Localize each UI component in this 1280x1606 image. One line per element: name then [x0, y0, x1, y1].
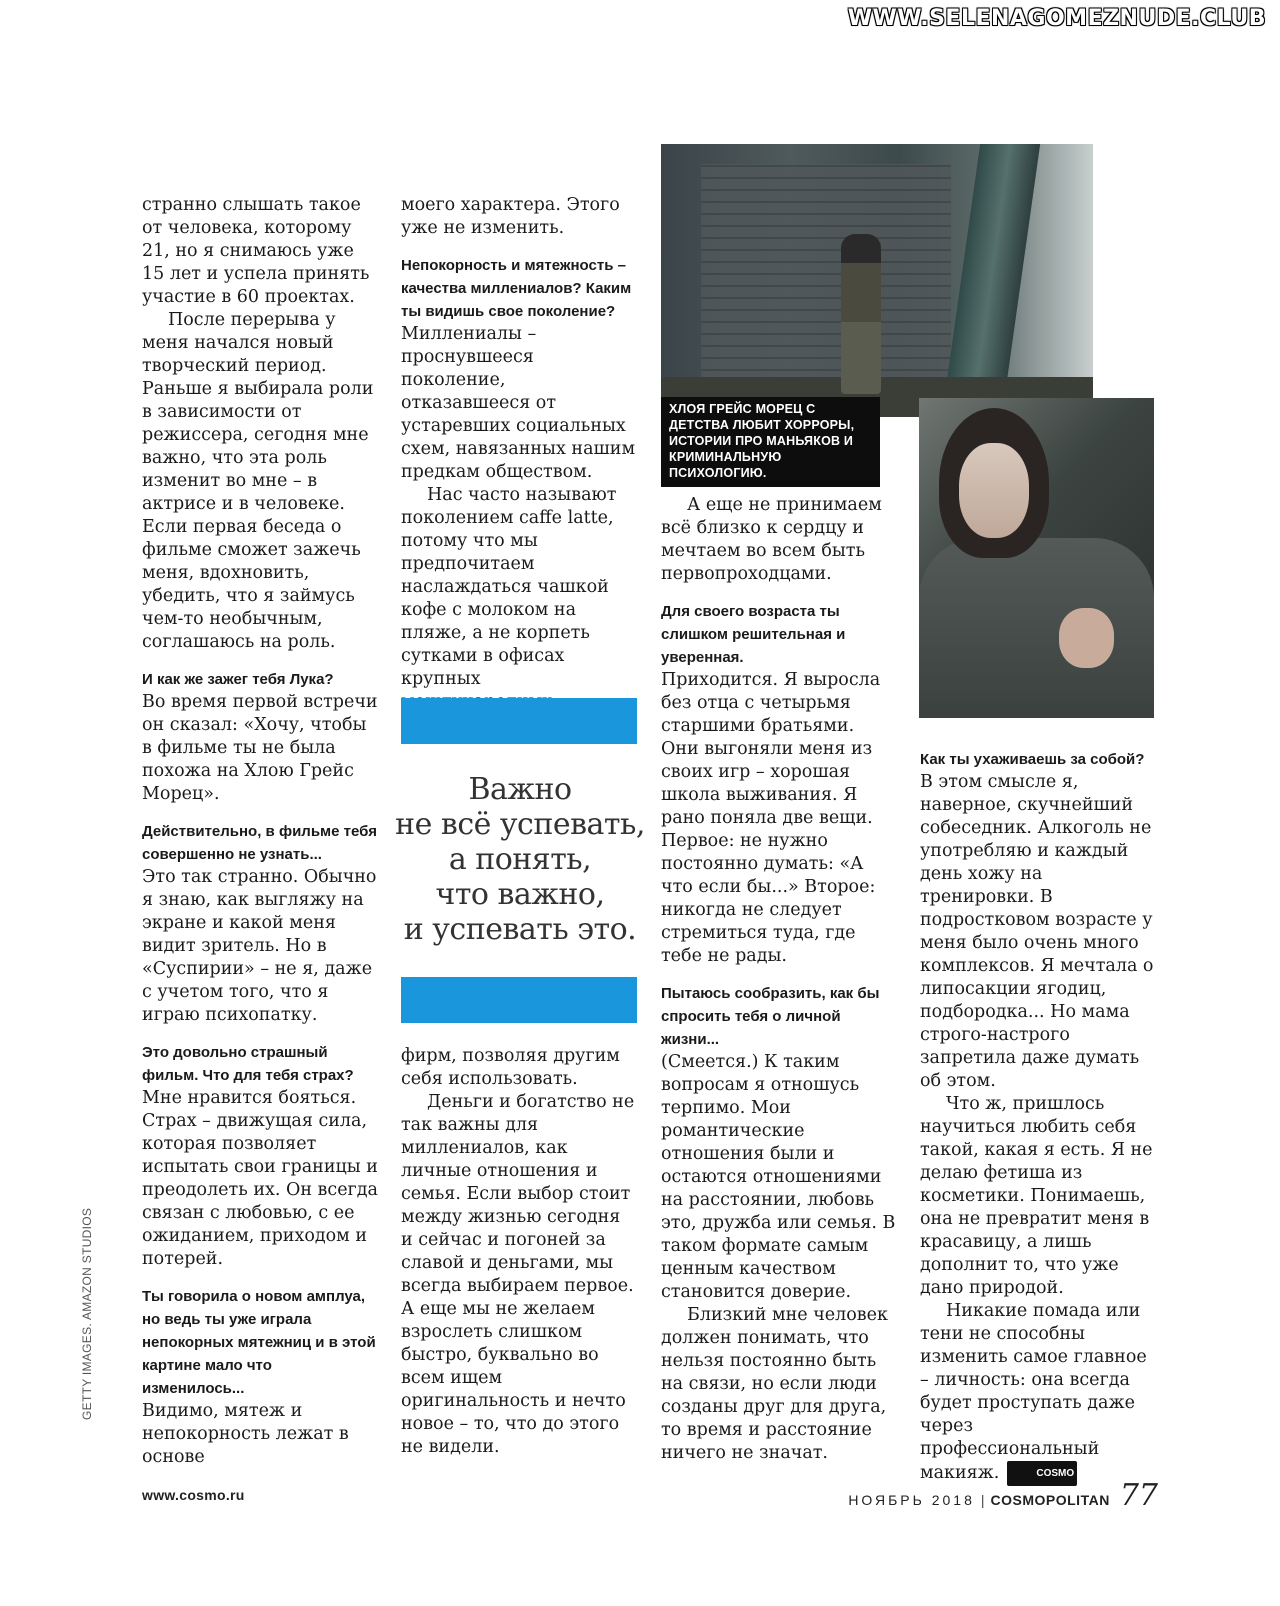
interview-question: И как же зажег тебя Лука? [142, 671, 334, 688]
pull-quote-line: что важно, [435, 877, 605, 912]
text-column-2-bottom [401, 1045, 637, 1459]
photo-portrait [919, 398, 1154, 718]
interview-question: Это довольно страшный фильм. Что для тебя страх? [142, 1044, 354, 1084]
footer-folio [848, 1478, 1158, 1513]
body-paragraph: моего характера. Этого уже не изменить. [401, 195, 620, 238]
body-paragraph: В этом смысле я, наверное, скучнейший собеседник. Алкоголь не употребляю и каждый день хожу на тренировки. В подростковом возрасте у меня было очень много комплексов. Я мечтала о липосакции ягодиц, подбородка... Но мама строго-настрого запретила даже думать об этом. [920, 772, 1154, 1091]
body-paragraph: Приходится. Я выросла без отца с четырьмя старшими братьями. Они выгоняли меня из своих игр – хорошая школа выживания. Я рано поняла две вещи. Первое: не нужно постоянно думать: «А что если бы...» Второе: никогда не следует стремиться туда, где тебе не рады. [661, 670, 881, 966]
interview-question: Как ты ухаживаешь за собой? [920, 751, 1145, 768]
photo-street-scene [661, 144, 1093, 417]
text-column-4 [920, 748, 1156, 1486]
pull-quote-line: не всё успевать, [395, 807, 645, 842]
interview-question: Пытаюсь сообразить, как бы спросить тебя о личной жизни... [661, 985, 880, 1048]
text-column-2-top [401, 194, 637, 714]
end-mark: COSMO [1007, 1461, 1077, 1486]
body-paragraph: Во время первой встречи он сказал: «Хочу, чтобы в фильме ты не была похожа на Хлою Грейс Морец». [142, 692, 378, 804]
watermark: WWW.SELENAGOMEZNUDE.CLUB [847, 6, 1266, 31]
interview-question: Непокорность и мятежность – качества миллениалов? Каким ты видишь свое поколение? [401, 257, 632, 320]
body-paragraph: Видимо, мятеж и непокорность лежат в основе [142, 1401, 349, 1467]
body-paragraph: (Смеется.) К таким вопросам я отношусь терпимо. Мои романтические отношения были и остаются отношениями на расстоянии, любовь это, дружба или семья. В таком формате самым ценным качеством становится доверие. [661, 1052, 896, 1302]
body-paragraph: странно слышать такое от человека, которому 21, но я снимаюсь уже 15 лет и успела принять участие в 60 проектах. [142, 195, 370, 307]
photo-credit: GETTY IMAGES. AMAZON STUDIOS [80, 1207, 94, 1420]
footer-separator: | [980, 1492, 985, 1508]
footer-website: www.cosmo.ru [142, 1487, 245, 1503]
pull-quote-line: и успевать это. [403, 912, 637, 947]
body-paragraph: фирм, позволяя другим себя использовать. [401, 1046, 620, 1089]
pull-quote-top-bar [401, 698, 637, 744]
body-paragraph: Это так странно. Обычно я знаю, как выгляжу на экране и какой меня видит зритель. Но в «Суспирии» – не я, даже с учетом того, что я играю психопатку. [142, 867, 377, 1025]
body-paragraph: Миллениалы – проснувшееся поколение, отказавшееся от устаревших социальных схем, навязанных нашим предкам обществом. [401, 324, 636, 482]
text-column-3 [661, 494, 897, 1465]
photo-caption: ХЛОЯ ГРЕЙС МОРЕЦ С ДЕТСТВА ЛЮБИТ ХОРРОРЫ, ИСТОРИИ ПРО МАНЬЯКОВ И КРИМИНАЛЬНУЮ ПСИХОЛОГИЮ. [661, 397, 880, 487]
interview-question: Для своего возраста ты слишком решительная и уверенная. [661, 603, 846, 666]
body-paragraph: Близкий мне человек должен понимать, что нельзя постоянно быть на связи, но если люди созданы друг для друга, то время и расстояние ничего не значат. [661, 1305, 888, 1463]
body-paragraph: Мне нравится бояться. Страх – движущая сила, которая позволяет испытать свои границы и преодолеть их. Он всегда связан с любовью, с ее ожиданием, приходом и потерей. [142, 1088, 378, 1269]
pull-quote-bottom-bar [401, 977, 637, 1023]
interview-question: Действительно, в фильме тебя совершенно не узнать... [142, 823, 377, 863]
text-column-1 [142, 194, 378, 1469]
page-number: 77 [1119, 1478, 1158, 1513]
body-paragraph: Деньги и богатство не так важны для миллениалов, как личные отношения и семья. Если выбор стоит между жизнью сегодня и сейчас и погоней за славой и деньгами, мы всегда выбираем первое. А еще мы не желаем взрослеть слишком быстро, буквально во всем ищем оригинальность и нечто новое – то, что до этого не видели. [401, 1092, 635, 1457]
body-paragraph: А еще не принимаем всё близко к сердцу и мечтаем во всем быть первопроходцами. [661, 495, 882, 584]
body-paragraph: Что ж, пришлось научиться любить себя такой, какая я есть. Я не делаю фетиша из косметики. Понимаешь, она не превратит меня в красавицу, а лишь дополнит то, что уже дано природой. [920, 1094, 1153, 1298]
body-paragraph: После перерыва у меня начался новый творческий период. Раньше я выбирала роли в зависимости от режиссера, сегодня мне важно, что эта роль изменит во мне – в актрисе и в человеке. Если первая беседа о фильме сможет зажечь меня, вдохновить, убедить, что я займусь чем-то необычным, соглашаюсь на роль. [142, 310, 374, 652]
body-paragraph: Нас часто называют поколением caffe latte, потому что мы предпочитаем наслаждаться чашкой кофе с молоком на пляже, а не корпеть сутками в офисах крупных [401, 485, 617, 689]
footer-magazine-name: COSMOPOLITAN [990, 1492, 1110, 1508]
footer-issue-date: НОЯБРЬ 2018 [848, 1492, 975, 1508]
interview-question: Ты говорила о новом амплуа, но ведь ты уже играла непокорных мятежниц и в этой картине мало что изменилось... [142, 1288, 376, 1397]
body-paragraph: Никакие помада или тени не способны изменить самое главное – личность: она всегда будет проступать даже через профессиональный макияж. COSMO [920, 1300, 1156, 1486]
pull-quote-line: а понять, [448, 842, 592, 877]
pull-quote-line: Важно [468, 772, 572, 807]
pull-quote [392, 772, 648, 947]
